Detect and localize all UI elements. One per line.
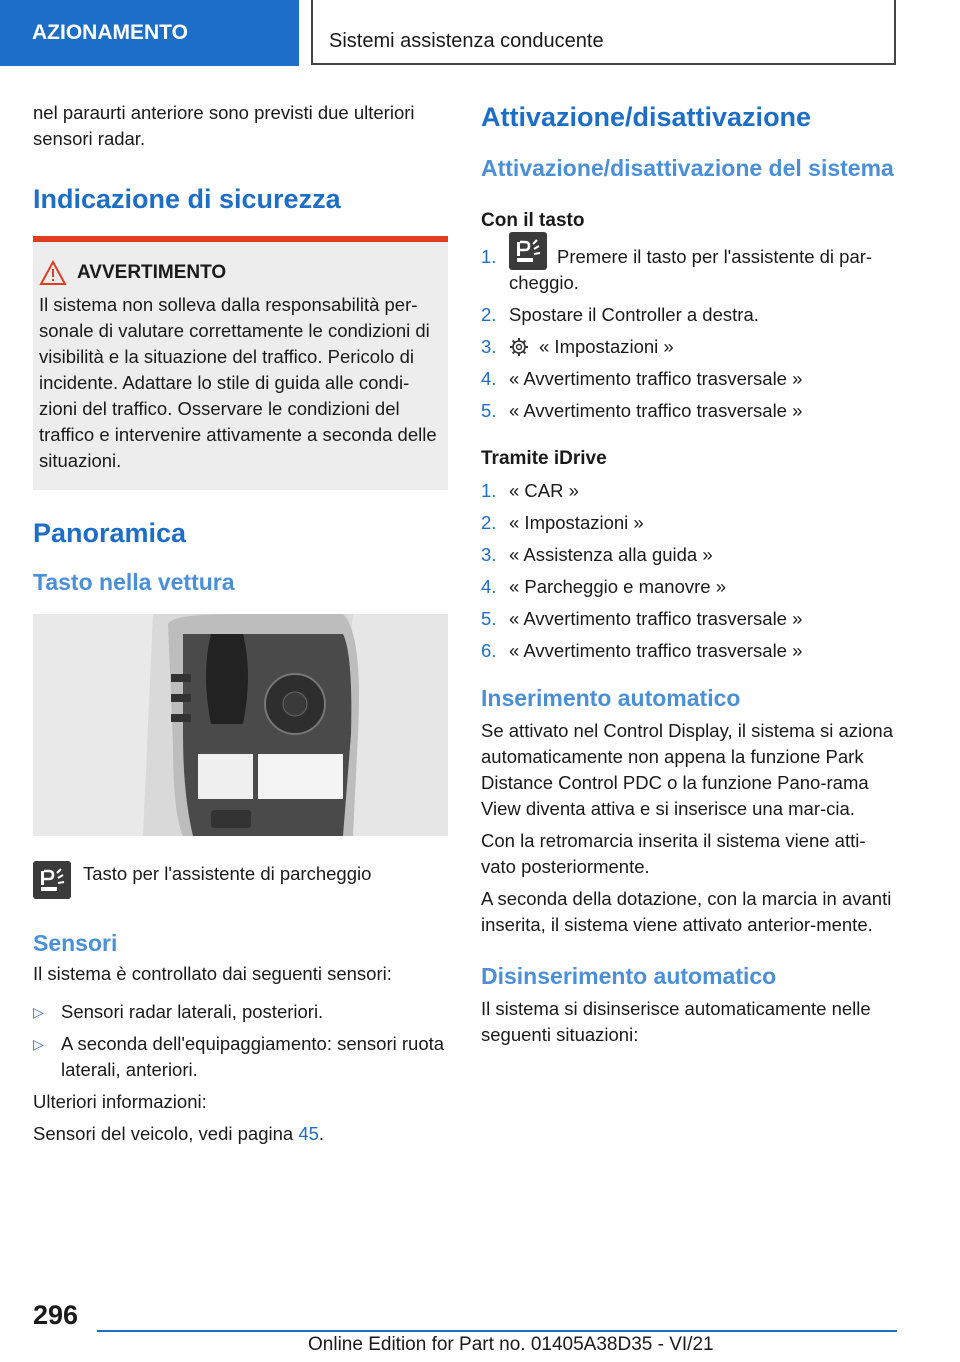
park-assist-icon xyxy=(33,861,71,899)
gear-console-photo xyxy=(33,614,448,836)
step-label: Spostare il Controller a destra. xyxy=(509,304,759,326)
idrive-steps-list xyxy=(481,478,896,664)
idrive-section-title: Tramite iDrive xyxy=(481,448,607,470)
button-steps-list xyxy=(481,244,896,424)
chapter-tab: Sistemi assistenza conducente xyxy=(311,0,896,65)
step-label: Premere il tasto per l'assistente di par-cheggio. xyxy=(509,246,873,294)
list-item xyxy=(481,638,896,664)
sensors-list xyxy=(33,999,448,1083)
page-link[interactable]: 45 xyxy=(298,1123,319,1144)
step-label: « CAR » xyxy=(509,480,579,502)
step-label: « Avvertimento traffico trasversale » xyxy=(509,400,803,422)
activation-subheading: Attivazione/disattivazione del sistema xyxy=(481,155,894,181)
auto-on-paragraph-3: A seconda della dotazione, con la marcia in avanti inserita, il sistema viene attivato anterior-mente. xyxy=(481,888,892,936)
sensor-item-1: Sensori radar laterali, posteriori. xyxy=(61,1001,324,1022)
triangle-bullet-icon: ▷ xyxy=(33,1004,44,1020)
step-label: « Avvertimento traffico trasversale » xyxy=(509,640,803,662)
step-label: « Avvertimento traffico trasversale » xyxy=(509,608,803,630)
list-item xyxy=(481,574,896,600)
auto-on-heading: Inserimento automatico xyxy=(481,685,741,712)
step-number: 3. xyxy=(481,336,497,358)
safety-heading: Indicazione di sicurezza xyxy=(33,184,341,214)
list-item xyxy=(481,334,896,360)
intro-paragraph: nel paraurti anteriore sono previsti due ulteriori sensori radar. xyxy=(33,102,415,149)
button-heading: Tasto nella vettura xyxy=(33,569,235,595)
step-number: 3. xyxy=(481,544,497,566)
list-item xyxy=(33,1031,448,1083)
caption-row xyxy=(33,861,448,899)
sensor-item-2: A seconda dell'equipaggiamento: sensori ruota laterali, anteriori. xyxy=(61,1033,445,1080)
sensors-heading: Sensori xyxy=(33,930,118,956)
step-number: 5. xyxy=(481,608,497,630)
warning-triangle-icon xyxy=(39,260,67,286)
step-number: 4. xyxy=(481,576,497,598)
section-tab: AZIONAMENTO xyxy=(0,0,299,66)
step-label: « Avvertimento traffico trasversale » xyxy=(509,368,803,390)
step-number: 2. xyxy=(481,304,497,326)
warning-title-row xyxy=(39,260,440,286)
list-item xyxy=(481,398,896,424)
gear-icon xyxy=(509,337,529,357)
reference-line xyxy=(33,1121,448,1147)
list-item xyxy=(33,999,448,1025)
left-column xyxy=(33,100,448,1147)
step-label: « Impostazioni » xyxy=(509,512,644,534)
step-label: « Parcheggio e manovre » xyxy=(509,576,726,598)
auto-on-paragraph-2: Con la retromarcia inserita il sistema viene atti-vato posteriormente. xyxy=(481,830,866,878)
activation-heading: Attivazione/disattivazione xyxy=(481,102,812,132)
auto-off-heading: Disinserimento automatico xyxy=(481,963,777,990)
warning-text: Il sistema non solleva dalla responsabilità per-sonale di valutare correttamente le condizioni di visibilità e la situazione del traffico. Pericolo di incidente. Adattare lo stile di guida alle condi-zioni del traffico. Osservare le condizioni del traffico e intervenire attivamente a seconda delle situazioni. xyxy=(39,294,437,471)
warning-title: AVVERTIMENTO xyxy=(77,262,227,283)
step-text-3 xyxy=(509,334,674,360)
overview-heading: Panoramica xyxy=(33,518,187,548)
button-section-title: Con il tasto xyxy=(481,210,585,231)
step-number: 4. xyxy=(481,368,497,390)
page-number: 296 xyxy=(33,1300,79,1330)
step-number: 1. xyxy=(481,246,497,267)
auto-on-paragraph-1: Se attivato nel Control Display, il sistema si aziona automaticamente non appena la funzione Park Distance Control PDC o la funzione Pano-rama View diventa attiva e si inserisce una mar-cia. xyxy=(481,720,893,820)
step-text-1 xyxy=(509,244,896,296)
auto-off-paragraph: Il sistema si disinserisce automaticamente nelle seguenti situazioni: xyxy=(481,998,871,1046)
park-assist-icon xyxy=(509,232,547,270)
photo-caption: Tasto per l'assistente di parcheggio xyxy=(83,863,372,884)
list-item xyxy=(481,302,896,328)
reference-end: . xyxy=(318,1123,325,1144)
step-label: « Assistenza alla guida » xyxy=(509,544,713,566)
step-number: 6. xyxy=(481,640,497,662)
list-item xyxy=(481,244,896,296)
warning-box xyxy=(33,236,448,490)
triangle-bullet-icon: ▷ xyxy=(33,1036,44,1052)
right-column xyxy=(481,100,896,1048)
list-item xyxy=(481,478,896,504)
list-item xyxy=(481,542,896,568)
list-item xyxy=(481,366,896,392)
list-item xyxy=(481,606,896,632)
step-label: « Impostazioni » xyxy=(539,336,674,358)
step-number: 2. xyxy=(481,512,497,534)
more-info: Ulteriori informazioni: xyxy=(33,1091,207,1112)
footer-edition: Online Edition for Part no. 01405A38D35 - VI/21 xyxy=(308,1334,714,1355)
step-number: 5. xyxy=(481,400,497,422)
step-number: 1. xyxy=(481,480,497,502)
list-item xyxy=(481,510,896,536)
reference-text: Sensori del veicolo, vedi pagina xyxy=(33,1123,299,1144)
sensors-intro: Il sistema è controllato dai seguenti sensori: xyxy=(33,963,392,984)
